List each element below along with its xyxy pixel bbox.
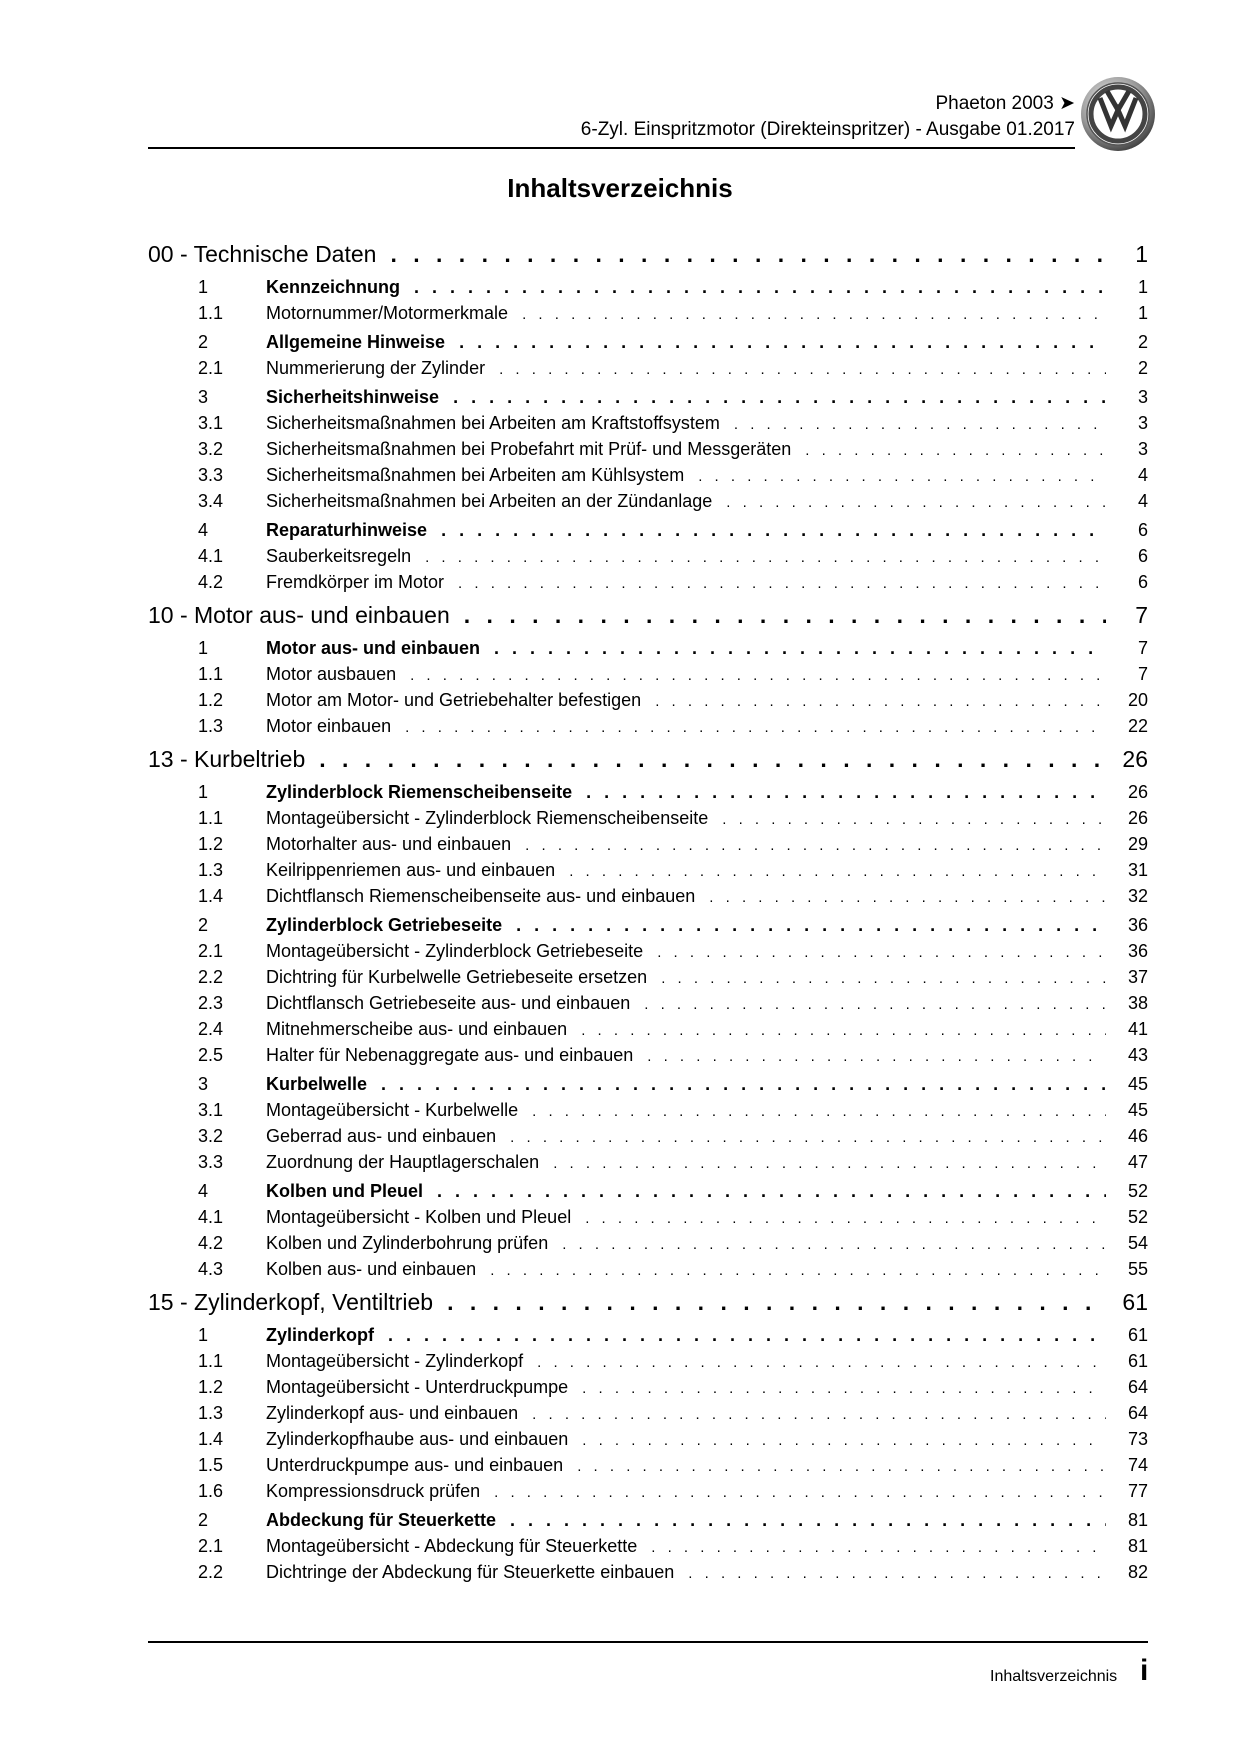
toc-section-title: Kurbelwelle: [266, 1074, 368, 1094]
toc-subsection-number: 4.2: [198, 572, 224, 592]
toc-dot-leader: [390, 238, 1106, 271]
toc-subsection-title: Montageübersicht - Kurbelwelle: [266, 1100, 519, 1120]
toc-subsection-title: Geberrad aus- und einbauen: [266, 1126, 497, 1146]
toc-subsection-number: 3.4: [198, 491, 224, 511]
toc-section-title: Reparaturhinweise: [266, 520, 428, 540]
toc-subsection-number: 3.2: [198, 1126, 224, 1146]
page-title: Inhaltsverzeichnis: [507, 173, 733, 203]
toc-subsection-number: 4.1: [198, 1207, 224, 1227]
toc-subsection-number: 1.2: [198, 690, 224, 710]
toc-dot-leader: [510, 1123, 1106, 1151]
toc-dot-leader: [709, 883, 1106, 911]
toc-subsection-title: Zuordnung der Hauptlagerschalen: [266, 1152, 540, 1172]
toc-subsection-number: 2.3: [198, 993, 224, 1013]
toc-subsection-title: Montageübersicht - Kolben und Pleuel: [266, 1207, 572, 1227]
toc-subsection-row[interactable]: [148, 569, 1148, 595]
toc-section-row[interactable]: [148, 1507, 1148, 1533]
toc-dot-leader: [655, 687, 1106, 715]
toc-dot-leader: [569, 857, 1106, 885]
toc-section-title: Zylinderkopf: [266, 1325, 375, 1345]
toc-dot-leader: [453, 384, 1106, 410]
toc-subsection-title: Motor am Motor- und Getriebehalter befestigen: [266, 690, 642, 710]
toc-chapter-page: 26: [1122, 746, 1148, 772]
toc-section-title: Kolben und Pleuel: [266, 1181, 424, 1201]
toc-section-title: Abdeckung für Steuerkette: [266, 1510, 497, 1530]
toc-section-title: Kennzeichnung: [266, 277, 400, 297]
toc-subsection-number: 3.2: [198, 439, 224, 459]
toc-section-title: Zylinderblock Getriebeseite: [266, 915, 503, 935]
toc-subsection-title: Motor einbauen: [266, 716, 392, 736]
toc-chapter-row[interactable]: [148, 238, 1148, 271]
toc-subsection-number: 1.4: [198, 886, 224, 906]
toc-subsection-row[interactable]: [148, 355, 1148, 381]
toc-chapter-title: 00 - Technische Daten: [148, 241, 377, 267]
toc-chapter-page: 7: [1135, 602, 1148, 628]
toc-dot-leader: [510, 1507, 1106, 1533]
toc-dot-leader: [644, 990, 1106, 1018]
toc-subsection-number: 2.2: [198, 1562, 224, 1582]
toc-section-number: 4: [198, 1181, 209, 1201]
toc-subsection-row[interactable]: [148, 1230, 1148, 1256]
toc-section-row[interactable]: [148, 517, 1148, 543]
toc-dot-leader: [490, 1256, 1106, 1284]
toc-dot-leader: [381, 1071, 1106, 1097]
toc-subsection-title: Montageübersicht - Unterdruckpumpe: [266, 1377, 569, 1397]
toc-subsection-title: Sicherheitsmaßnahmen bei Arbeiten am Kühlsystem: [266, 465, 685, 485]
toc-chapter-row[interactable]: [148, 1286, 1148, 1319]
toc-dot-leader: [562, 1230, 1106, 1258]
toc-subsection-row[interactable]: [148, 1374, 1148, 1400]
toc-dot-leader: [525, 831, 1106, 859]
toc-subsection-row[interactable]: [148, 1559, 1148, 1585]
toc-subsection-title: Montageübersicht - Zylinderkopf: [266, 1351, 524, 1371]
toc-subsection-title: Montageübersicht - Zylinderblock Riemenscheibenseite: [266, 808, 709, 828]
toc-section-number: 1: [198, 782, 209, 802]
toc-subsection-row[interactable]: [148, 1097, 1148, 1123]
toc-dot-leader: [405, 713, 1106, 741]
toc-section-page: 26: [1127, 782, 1148, 802]
toc-subsection-row[interactable]: [148, 488, 1148, 514]
toc-section-row[interactable]: [148, 635, 1148, 661]
toc-dot-leader: [651, 1533, 1106, 1561]
toc-subsection-title: Motorhalter aus- und einbauen: [266, 834, 512, 854]
toc-section-title: Motor aus- und einbauen: [266, 638, 480, 658]
toc-subsection-number: 3.3: [198, 1152, 224, 1172]
toc-dot-leader: [464, 599, 1106, 632]
toc-subsection-title: Motor ausbauen: [266, 664, 397, 684]
toc-subsection-page: 54: [1127, 1233, 1148, 1253]
toc-dot-leader: [388, 1322, 1106, 1348]
toc-subsection-number: 1.1: [198, 1351, 224, 1371]
toc-subsection-page: 4: [1137, 491, 1148, 511]
toc-dot-leader: [447, 1286, 1106, 1319]
toc-dot-leader: [586, 779, 1106, 805]
toc-dot-leader: [458, 569, 1106, 597]
toc-subsection-row[interactable]: [148, 1348, 1148, 1374]
toc-dot-leader: [459, 329, 1106, 355]
toc-dot-leader: [437, 1178, 1106, 1204]
toc-subsection-title: Nummerierung der Zylinder: [266, 358, 486, 378]
toc-subsection-title: Kolben aus- und einbauen: [266, 1259, 477, 1279]
toc-dot-leader: [414, 274, 1106, 300]
toc-subsection-page: 38: [1127, 993, 1148, 1013]
toc-subsection-row[interactable]: [148, 1016, 1148, 1042]
toc-subsection-page: 7: [1137, 664, 1148, 684]
toc-chapter-row[interactable]: [148, 599, 1148, 632]
toc-subsection-number: 1.3: [198, 1403, 224, 1423]
toc-section-title: Allgemeine Hinweise: [266, 332, 446, 352]
toc-subsection-page: 45: [1127, 1100, 1148, 1120]
toc-subsection-page: 37: [1127, 967, 1148, 987]
toc-section-number: 2: [198, 915, 209, 935]
toc-subsection-page: 43: [1127, 1045, 1148, 1065]
toc-dot-leader: [688, 1559, 1106, 1587]
toc-dot-leader: [577, 1452, 1106, 1480]
toc-dot-leader: [661, 964, 1106, 992]
toc-dot-leader: [516, 912, 1106, 938]
toc-subsection-row[interactable]: [148, 543, 1148, 569]
toc-subsection-title: Kolben und Zylinderbohrung prüfen: [266, 1233, 549, 1253]
toc-subsection-row[interactable]: [148, 1204, 1148, 1230]
toc-subsection-row[interactable]: [148, 661, 1148, 687]
toc-section-row[interactable]: [148, 1322, 1148, 1348]
toc-section-page: 81: [1127, 1510, 1148, 1530]
toc-dot-leader: [410, 661, 1106, 689]
toc-subsection-page: 29: [1127, 834, 1148, 854]
toc-subsection-title: Mitnehmerscheibe aus- und einbauen: [266, 1019, 568, 1039]
toc-subsection-page: 3: [1137, 439, 1148, 459]
toc-subsection-number: 1.4: [198, 1429, 224, 1449]
toc-subsection-page: 47: [1127, 1152, 1148, 1172]
toc-section-page: 3: [1137, 387, 1148, 407]
toc-dot-leader: [425, 543, 1106, 571]
toc-subsection-page: 61: [1127, 1351, 1148, 1371]
toc-subsection-page: 74: [1127, 1455, 1148, 1475]
toc-chapter-page: 1: [1135, 241, 1148, 267]
toc-dot-leader: [805, 436, 1106, 464]
toc-subsection-title: Sauberkeitsregeln: [266, 546, 412, 566]
toc-dot-leader: [537, 1348, 1106, 1376]
toc-subsection-page: 36: [1127, 941, 1148, 961]
manual-subtitle: 6-Zyl. Einspritzmotor (Direkteinspritzer) - Ausgabe 01.2017: [580, 119, 1075, 140]
toc-subsection-page: 26: [1127, 808, 1148, 828]
toc-subsection-number: 2.1: [198, 1536, 224, 1556]
toc-section-row[interactable]: [148, 384, 1148, 410]
toc-dot-leader: [319, 743, 1106, 776]
toc-section-number: 3: [198, 1074, 209, 1094]
toc-dot-leader: [657, 938, 1106, 966]
toc-subsection-page: 2: [1137, 358, 1148, 378]
toc-subsection-row[interactable]: [148, 964, 1148, 990]
toc-subsection-page: 6: [1137, 546, 1148, 566]
toc-dot-leader: [522, 300, 1106, 328]
toc-subsection-row[interactable]: [148, 1400, 1148, 1426]
toc-section-page: 45: [1127, 1074, 1148, 1094]
toc-dot-leader: [494, 1478, 1106, 1506]
toc-section-page: 36: [1127, 915, 1148, 935]
toc-subsection-row[interactable]: [148, 1478, 1148, 1504]
toc-subsection-number: 2.1: [198, 941, 224, 961]
toc-subsection-row[interactable]: [148, 1452, 1148, 1478]
toc-subsection-number: 2.4: [198, 1019, 224, 1039]
toc-subsection-number: 1.6: [198, 1481, 224, 1501]
toc-subsection-page: 31: [1127, 860, 1148, 880]
toc-subsection-number: 2.2: [198, 967, 224, 987]
toc-section-row[interactable]: [148, 329, 1148, 355]
toc-subsection-title: Sicherheitsmaßnahmen bei Probefahrt mit Prüf- und Messgeräten: [266, 439, 792, 459]
toc-subsection-row[interactable]: [148, 857, 1148, 883]
toc-subsection-row[interactable]: [148, 1149, 1148, 1175]
toc-subsection-page: 52: [1127, 1207, 1148, 1227]
toc-subsection-number: 1.3: [198, 716, 224, 736]
toc-subsection-number: 1.2: [198, 1377, 224, 1397]
toc-dot-leader: [532, 1097, 1106, 1125]
toc-section-number: 2: [198, 1510, 209, 1530]
toc-section-row[interactable]: [148, 274, 1148, 300]
toc-subsection-page: 3: [1137, 413, 1148, 433]
toc-subsection-page: 41: [1127, 1019, 1148, 1039]
toc-subsection-row[interactable]: [148, 1256, 1148, 1282]
toc-subsection-number: 4.3: [198, 1259, 224, 1279]
footer-rule: [148, 1641, 1148, 1643]
toc-subsection-number: 2.1: [198, 358, 224, 378]
toc-subsection-number: 1.1: [198, 808, 224, 828]
toc-subsection-row[interactable]: [148, 938, 1148, 964]
toc-section-row[interactable]: [148, 912, 1148, 938]
toc-section-row[interactable]: [148, 1071, 1148, 1097]
toc-subsection-title: Dichtflansch Riemenscheibenseite aus- und einbauen: [266, 886, 696, 906]
toc-section-number: 1: [198, 277, 209, 297]
toc-subsection-title: Montageübersicht - Zylinderblock Getriebeseite: [266, 941, 644, 961]
toc-section-number: 4: [198, 520, 209, 540]
toc-subsection-title: Kompressionsdruck prüfen: [266, 1481, 481, 1501]
toc-subsection-number: 3.3: [198, 465, 224, 485]
toc-subsection-row[interactable]: [148, 462, 1148, 488]
toc-subsection-number: 1.3: [198, 860, 224, 880]
toc-subsection-number: 2.5: [198, 1045, 224, 1065]
toc-chapter-title: 13 - Kurbeltrieb: [148, 746, 306, 772]
toc-subsection-page: 64: [1127, 1377, 1148, 1397]
toc-dot-leader: [582, 1374, 1106, 1402]
toc-section-number: 2: [198, 332, 209, 352]
toc-dot-leader: [494, 635, 1106, 661]
toc-chapter-title: 10 - Motor aus- und einbauen: [148, 602, 450, 628]
toc-subsection-title: Montageübersicht - Abdeckung für Steuerkette: [266, 1536, 638, 1556]
toc-dot-leader: [722, 805, 1106, 833]
toc-subsection-page: 73: [1127, 1429, 1148, 1449]
toc-dot-leader: [553, 1149, 1106, 1177]
vw-logo-icon: [1080, 76, 1156, 152]
toc-subsection-row[interactable]: [148, 831, 1148, 857]
toc-subsection-title: Sicherheitsmaßnahmen bei Arbeiten an der Zündanlage: [266, 491, 713, 511]
toc-dot-leader: [647, 1042, 1106, 1070]
toc-subsection-number: 1.2: [198, 834, 224, 854]
toc-section-row[interactable]: [148, 779, 1148, 805]
toc-dot-leader: [499, 355, 1106, 383]
table-of-contents: [148, 238, 1148, 1585]
toc-section-page: 1: [1137, 277, 1148, 297]
toc-subsection-number: 3.1: [198, 1100, 224, 1120]
toc-section-number: 1: [198, 638, 209, 658]
toc-subsection-number: 1.1: [198, 303, 224, 323]
toc-subsection-title: Keilrippenriemen aus- und einbauen: [266, 860, 556, 880]
toc-subsection-page: 46: [1127, 1126, 1148, 1146]
toc-subsection-title: Sicherheitsmaßnahmen bei Arbeiten am Kraftstoffsystem: [266, 413, 720, 433]
toc-dot-leader: [734, 410, 1106, 438]
toc-subsection-page: 81: [1127, 1536, 1148, 1556]
toc-subsection-page: 4: [1137, 465, 1148, 485]
toc-subsection-row[interactable]: [148, 1533, 1148, 1559]
toc-subsection-row[interactable]: [148, 410, 1148, 436]
toc-chapter-title: 15 - Zylinderkopf, Ventiltrieb: [148, 1289, 434, 1315]
toc-subsection-title: Fremdkörper im Motor: [266, 572, 445, 592]
toc-section-page: 6: [1137, 520, 1148, 540]
vehicle-model: Phaeton 2003 ➤: [935, 93, 1075, 114]
toc-subsection-number: 3.1: [198, 413, 224, 433]
toc-chapter-row[interactable]: [148, 743, 1148, 776]
footer-label: Inhaltsverzeichnis: [990, 1668, 1118, 1685]
toc-subsection-page: 1: [1137, 303, 1148, 323]
toc-subsection-title: Zylinderkopf aus- und einbauen: [266, 1403, 519, 1423]
toc-section-number: 1: [198, 1325, 209, 1345]
toc-dot-leader: [698, 462, 1106, 490]
toc-subsection-row[interactable]: [148, 1426, 1148, 1452]
toc-section-title: Zylinderblock Riemenscheibenseite: [266, 782, 573, 802]
toc-subsection-title: Dichtringe der Abdeckung für Steuerkette einbauen: [266, 1562, 675, 1582]
toc-subsection-title: Motornummer/Motormerkmale: [266, 303, 509, 323]
toc-dot-leader: [532, 1400, 1106, 1428]
document-header: [148, 92, 1075, 152]
toc-subsection-number: 4.2: [198, 1233, 224, 1253]
toc-section-page: 61: [1127, 1325, 1148, 1345]
header-rule: [148, 147, 1075, 149]
toc-subsection-page: 32: [1127, 886, 1148, 906]
toc-subsection-page: 55: [1127, 1259, 1148, 1279]
toc-subsection-title: Halter für Nebenaggregate aus- und einbauen: [266, 1045, 634, 1065]
toc-subsection-title: Zylinderkopfhaube aus- und einbauen: [266, 1429, 569, 1449]
toc-subsection-title: Dichtring für Kurbelwelle Getriebeseite ersetzen: [266, 967, 648, 987]
toc-subsection-row[interactable]: [148, 1042, 1148, 1068]
toc-chapter-page: 61: [1122, 1289, 1148, 1315]
toc-dot-leader: [582, 1426, 1106, 1454]
toc-section-page: 52: [1127, 1181, 1148, 1201]
toc-subsection-number: 1.5: [198, 1455, 224, 1475]
toc-subsection-row[interactable]: [148, 436, 1148, 462]
toc-dot-leader: [585, 1204, 1106, 1232]
toc-subsection-title: Dichtflansch Getriebeseite aus- und einbauen: [266, 993, 631, 1013]
toc-subsection-page: 64: [1127, 1403, 1148, 1423]
toc-subsection-page: 22: [1127, 716, 1148, 736]
toc-subsection-row[interactable]: [148, 990, 1148, 1016]
toc-subsection-row[interactable]: [148, 883, 1148, 909]
toc-section-row[interactable]: [148, 1178, 1148, 1204]
toc-subsection-row[interactable]: [148, 300, 1148, 326]
toc-subsection-page: 77: [1127, 1481, 1148, 1501]
toc-subsection-page: 6: [1137, 572, 1148, 592]
toc-subsection-number: 1.1: [198, 664, 224, 684]
toc-dot-leader: [581, 1016, 1106, 1044]
toc-section-page: 7: [1137, 638, 1148, 658]
footer-page-number: i: [1140, 1654, 1149, 1687]
toc-subsection-page: 20: [1127, 690, 1148, 710]
toc-section-page: 2: [1137, 332, 1148, 352]
toc-dot-leader: [441, 517, 1106, 543]
toc-subsection-row[interactable]: [148, 713, 1148, 739]
toc-subsection-row[interactable]: [148, 1123, 1148, 1149]
toc-section-title: Sicherheitshinweise: [266, 387, 440, 407]
toc-subsection-page: 82: [1127, 1562, 1148, 1582]
toc-section-number: 3: [198, 387, 209, 407]
toc-subsection-title: Unterdruckpumpe aus- und einbauen: [266, 1455, 564, 1475]
toc-subsection-row[interactable]: [148, 805, 1148, 831]
toc-subsection-row[interactable]: [148, 687, 1148, 713]
toc-dot-leader: [726, 488, 1106, 516]
toc-subsection-number: 4.1: [198, 546, 224, 566]
